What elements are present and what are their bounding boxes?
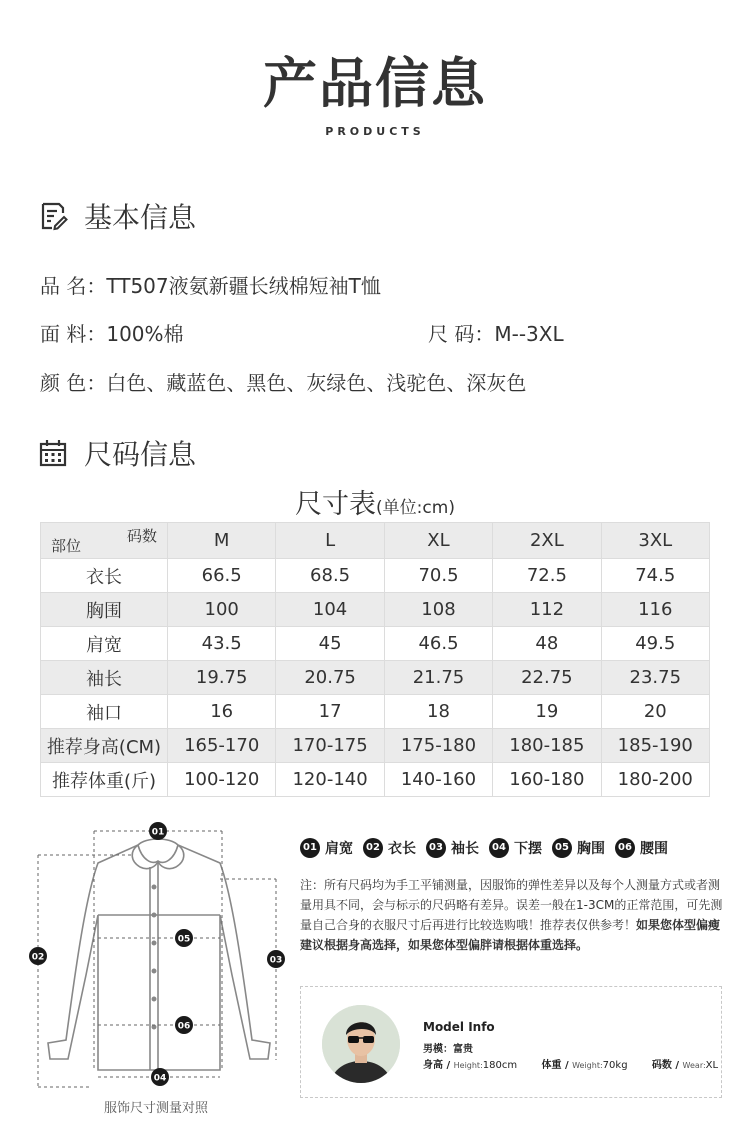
legend-label: 胸围 xyxy=(577,841,605,857)
size-header: 3XL xyxy=(601,523,709,559)
legend-number: 06 xyxy=(615,838,635,858)
model-size-sub: Wear: xyxy=(682,1061,706,1070)
table-cell: 45 xyxy=(276,627,384,661)
corner-part-label: 部位 xyxy=(51,537,82,555)
legend-item xyxy=(426,838,479,858)
legend-number: 01 xyxy=(300,838,320,858)
basic-info-heading xyxy=(38,196,196,236)
size-table-unit: (单位:cm) xyxy=(376,498,455,518)
table-row xyxy=(41,627,710,661)
marker-04 xyxy=(151,1068,169,1086)
row-label: 衣长 xyxy=(41,559,168,593)
table-cell: 18 xyxy=(384,695,492,729)
table-cell: 170-175 xyxy=(276,729,384,763)
table-cell: 46.5 xyxy=(384,627,492,661)
marker-01-text: 01 xyxy=(151,827,165,838)
model-weight-label: 体重 / xyxy=(541,1060,573,1071)
legend-item xyxy=(615,838,668,858)
table-cell: 68.5 xyxy=(276,559,384,593)
model-weight-sub: Weight: xyxy=(572,1061,603,1070)
model-gender-label: 男模： xyxy=(423,1044,453,1055)
table-row xyxy=(41,593,710,627)
model-name-row xyxy=(423,1040,473,1055)
marker-06-text: 06 xyxy=(177,1021,191,1032)
model-height-sub: Height: xyxy=(453,1061,483,1070)
fabric-row xyxy=(40,321,184,347)
fabric-label: 面 料： xyxy=(40,322,107,346)
table-cell: 175-180 xyxy=(384,729,492,763)
row-label: 袖口 xyxy=(41,695,168,729)
table-cell: 112 xyxy=(493,593,601,627)
legend-item xyxy=(363,838,416,858)
marker-02 xyxy=(29,947,47,965)
size-range-row xyxy=(428,321,564,347)
table-cell: 100 xyxy=(168,593,276,627)
table-cell: 22.75 xyxy=(493,661,601,695)
table-cell: 49.5 xyxy=(601,627,709,661)
legend-label: 袖长 xyxy=(451,841,479,857)
calendar-grid-icon xyxy=(38,438,68,468)
legend-number: 04 xyxy=(489,838,509,858)
shirt-buttons xyxy=(152,885,157,1030)
legend-number: 05 xyxy=(552,838,572,858)
legend-label: 衣长 xyxy=(388,841,416,857)
table-cell: 20 xyxy=(601,695,709,729)
marker-02-text: 02 xyxy=(31,952,45,963)
model-info-title: Model Info xyxy=(423,1020,495,1034)
size-table-title xyxy=(0,482,750,521)
table-cell: 165-170 xyxy=(168,729,276,763)
model-height-label: 身高 / xyxy=(423,1060,454,1071)
shirt-outline xyxy=(48,839,270,1070)
size-info-heading-text: 尺码信息 xyxy=(84,438,197,471)
table-row xyxy=(41,661,710,695)
model-name: 富贵 xyxy=(453,1044,473,1055)
table-cell: 20.75 xyxy=(276,661,384,695)
marker-01 xyxy=(149,822,167,840)
table-cell: 160-180 xyxy=(493,763,601,797)
legend-item xyxy=(552,838,605,858)
legend-label: 肩宽 xyxy=(325,841,353,857)
table-cell: 116 xyxy=(601,593,709,627)
model-stats-row xyxy=(423,1056,718,1071)
page-subtitle: PRODUCTS xyxy=(325,125,425,138)
table-cell: 104 xyxy=(276,593,384,627)
row-label: 胸围 xyxy=(41,593,168,627)
size-info-heading xyxy=(38,433,196,473)
diagram-caption: 服饰尺寸测量对照 xyxy=(103,1101,208,1116)
size-table-header-row xyxy=(41,523,710,559)
table-cell: 140-160 xyxy=(384,763,492,797)
marker-05 xyxy=(175,929,193,947)
size-header: M xyxy=(168,523,276,559)
note-bold-text: 如果您体型偏瘦建议根据身高选择，如果您体型偏胖请根据体重选择。 xyxy=(300,918,721,952)
marker-03-text: 03 xyxy=(269,955,283,966)
table-cell: 180-200 xyxy=(601,763,709,797)
product-name-row xyxy=(40,273,381,299)
legend-label: 腰围 xyxy=(640,841,668,857)
color-value: 白色、藏蓝色、黑色、灰绿色、浅驼色、深灰色 xyxy=(106,371,527,395)
table-cell: 120-140 xyxy=(276,763,384,797)
document-edit-icon xyxy=(38,201,68,231)
table-cell: 72.5 xyxy=(493,559,601,593)
marker-04-text: 04 xyxy=(153,1073,167,1084)
corner-size-label: 码数 xyxy=(126,527,157,545)
table-row xyxy=(41,559,710,593)
table-row xyxy=(41,763,710,797)
measurement-legend xyxy=(300,838,668,858)
table-cell: 19.75 xyxy=(168,661,276,695)
model-size-value: XL xyxy=(705,1060,719,1071)
color-label: 颜 色： xyxy=(40,371,107,395)
note-text: 注：所有尺码均为手工平铺测量，因服饰的弹性差异以及每个人测量方式或者测量用具不同，会与标示的尺码略有差异。误差一般在1-3CM的正常范围，可先测量自己合身的衣服尺寸后再进行比较选购哦！推荐表仅供参考！ xyxy=(300,878,723,932)
table-cell: 23.75 xyxy=(601,661,709,695)
color-row xyxy=(40,370,526,396)
legend-item xyxy=(489,838,542,858)
legend-number: 03 xyxy=(426,838,446,858)
row-label: 袖长 xyxy=(41,661,168,695)
marker-05-text: 05 xyxy=(177,934,191,945)
table-row xyxy=(41,695,710,729)
row-label: 推荐体重(斤) xyxy=(41,763,168,797)
model-height-value: 180cm xyxy=(482,1060,518,1071)
marker-06 xyxy=(175,1016,193,1034)
model-photo-icon xyxy=(322,1005,400,1083)
legend-label: 下摆 xyxy=(514,841,542,857)
size-range-value: M--3XL xyxy=(494,322,564,346)
table-cell: 19 xyxy=(493,695,601,729)
measurement-note xyxy=(300,875,726,955)
table-cell: 17 xyxy=(276,695,384,729)
table-cell: 180-185 xyxy=(493,729,601,763)
table-cell: 66.5 xyxy=(168,559,276,593)
page-title: 产品信息 xyxy=(263,52,487,115)
table-cell: 70.5 xyxy=(384,559,492,593)
size-table-title-text: 尺寸表 xyxy=(295,489,377,520)
size-table xyxy=(40,522,710,797)
row-label: 肩宽 xyxy=(41,627,168,661)
table-cell: 43.5 xyxy=(168,627,276,661)
size-range-label: 尺 码： xyxy=(428,322,495,346)
size-table-corner xyxy=(41,523,168,559)
product-name-label: 品 名： xyxy=(40,274,107,298)
row-label: 推荐身高(CM) xyxy=(41,729,168,763)
table-cell: 185-190 xyxy=(601,729,709,763)
model-weight-value: 70kg xyxy=(602,1060,628,1071)
table-cell: 48 xyxy=(493,627,601,661)
size-header: XL xyxy=(384,523,492,559)
marker-03 xyxy=(267,950,285,968)
table-cell: 16 xyxy=(168,695,276,729)
legend-item xyxy=(300,838,353,858)
legend-number: 02 xyxy=(363,838,383,858)
product-name-value: TT507液氨新疆长绒棉短袖T恤 xyxy=(106,274,381,298)
size-header: L xyxy=(276,523,384,559)
table-cell: 108 xyxy=(384,593,492,627)
size-header: 2XL xyxy=(493,523,601,559)
model-size-label: 码数 / xyxy=(651,1060,683,1071)
model-avatar xyxy=(322,1005,400,1083)
basic-info-heading-text: 基本信息 xyxy=(84,201,197,234)
table-cell: 21.75 xyxy=(384,661,492,695)
table-cell: 100-120 xyxy=(168,763,276,797)
shirt-measurement-diagram xyxy=(20,815,295,1095)
table-row xyxy=(41,729,710,763)
table-cell: 74.5 xyxy=(601,559,709,593)
fabric-value: 100%棉 xyxy=(106,322,184,346)
